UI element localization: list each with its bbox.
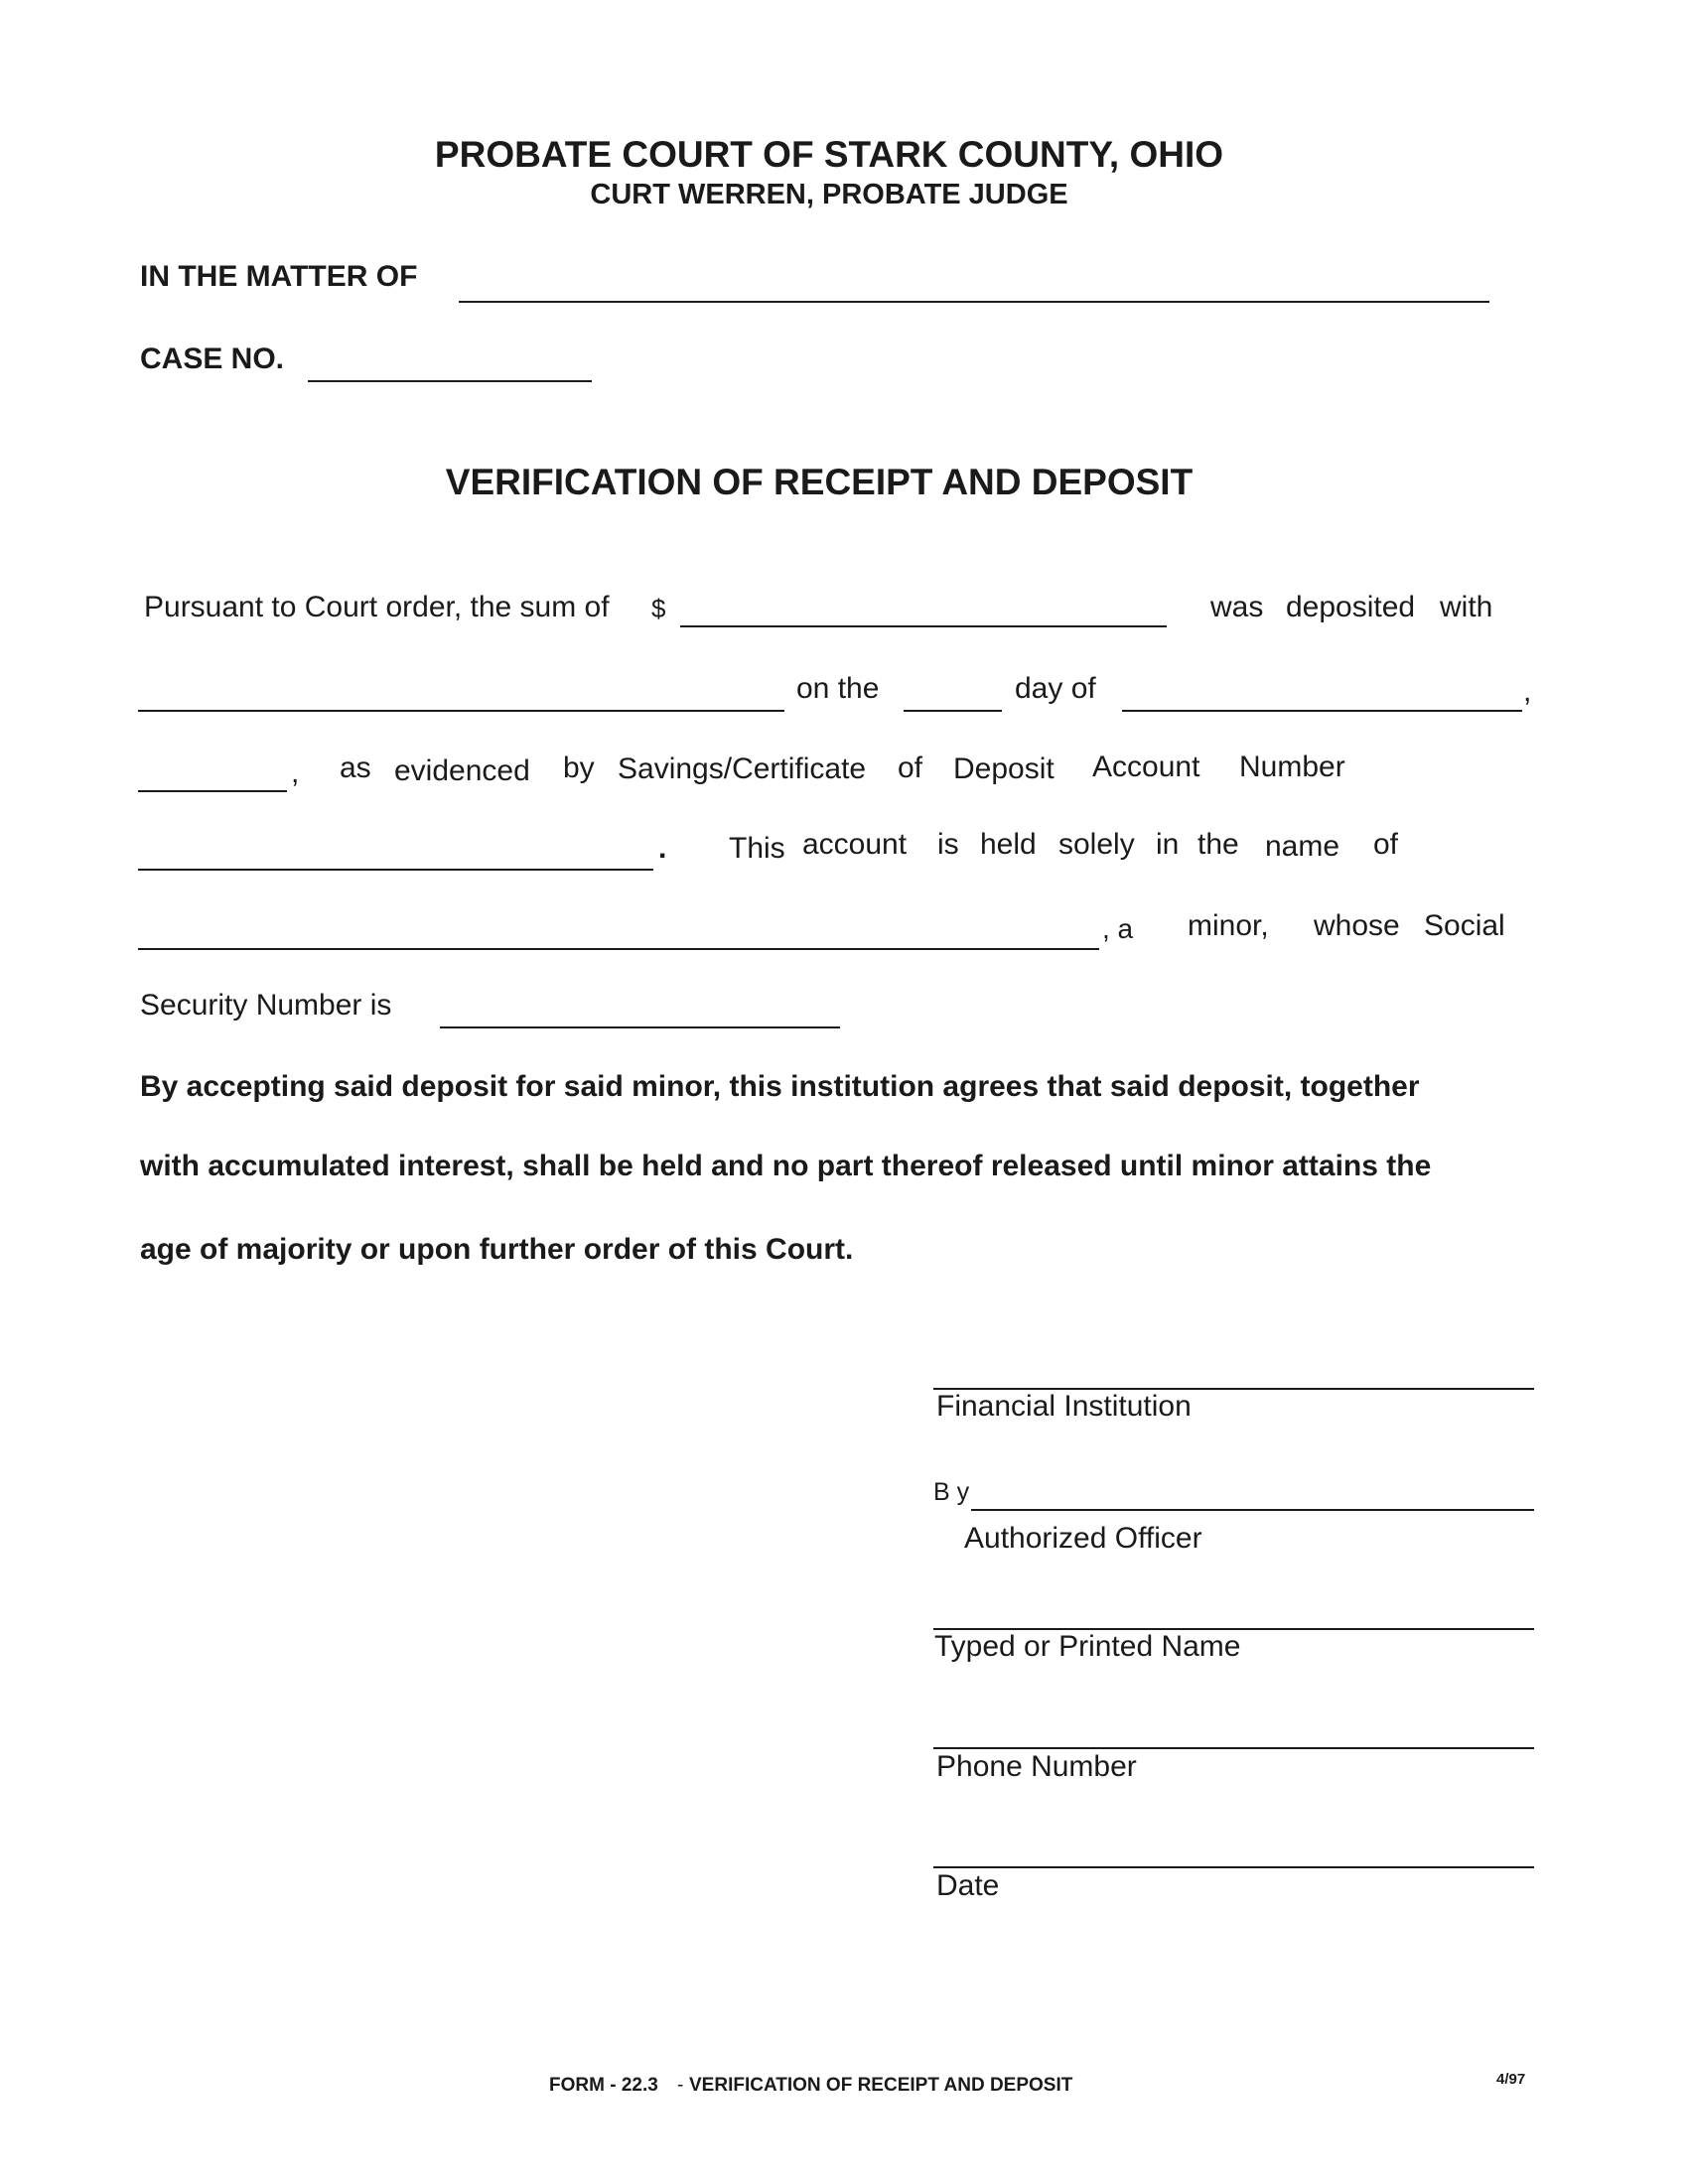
deposit-word: Deposit xyxy=(953,752,1055,785)
comma-1: , xyxy=(1523,675,1532,708)
on-the-text: on the xyxy=(796,672,880,705)
year-field[interactable] xyxy=(138,790,287,792)
date-line[interactable] xyxy=(933,1866,1534,1868)
agreement-line-3: age of majority or upon further order of this Court. xyxy=(140,1233,854,1266)
matter-field[interactable] xyxy=(459,301,1489,303)
month-field[interactable] xyxy=(1122,710,1522,712)
sum-field[interactable] xyxy=(680,625,1167,627)
evidenced-text: evidenced xyxy=(394,754,530,787)
was-text: was xyxy=(1210,591,1264,623)
case-number-field[interactable] xyxy=(308,380,592,382)
name-text: name xyxy=(1265,830,1340,863)
deposited-text: deposited xyxy=(1286,591,1416,623)
agreement-line-1: By accepting said deposit for said minor, this institution agrees that said deposit, together xyxy=(140,1070,1420,1103)
printed-name-label: Typed or Printed Name xyxy=(934,1630,1241,1663)
whose-text: whose xyxy=(1314,909,1400,942)
case-number-label: CASE NO. xyxy=(140,342,285,375)
the-text: the xyxy=(1197,828,1239,861)
as-text: as xyxy=(340,751,371,784)
date-label: Date xyxy=(936,1869,1000,1902)
comma-a-text: , a xyxy=(1102,913,1134,944)
number-text: Number xyxy=(1239,751,1345,783)
ssn-field[interactable] xyxy=(440,1026,840,1028)
day-field[interactable] xyxy=(904,710,1002,712)
account-number-field[interactable] xyxy=(138,869,653,871)
period: . xyxy=(658,832,667,865)
this-text: This xyxy=(729,832,785,865)
phone-label: Phone Number xyxy=(936,1750,1137,1783)
social-text: Social xyxy=(1424,909,1505,942)
footer-dash: - xyxy=(677,2075,684,2096)
ssn-label: Security Number is xyxy=(140,989,392,1022)
form-name: VERIFICATION OF RECEIPT AND DEPOSIT xyxy=(689,2075,1073,2096)
account-text: Account xyxy=(1092,751,1200,783)
comma-2: , xyxy=(291,756,300,789)
account2-text: account xyxy=(802,828,908,861)
pursuant-text: Pursuant to Court order, the sum of xyxy=(144,591,610,623)
court-name: PROBATE COURT OF STARK COUNTY, OHIO xyxy=(434,134,1224,175)
judge-name: CURT WERREN, PROBATE JUDGE xyxy=(590,179,1068,210)
dollar-sign: $ xyxy=(651,594,666,623)
day-of-text: day of xyxy=(1015,672,1096,705)
form-id: FORM - 22.3 xyxy=(549,2075,658,2096)
officer-label: Authorized Officer xyxy=(964,1522,1202,1555)
institution-label: Financial Institution xyxy=(936,1390,1192,1423)
form-title: VERIFICATION OF RECEIPT AND DEPOSIT xyxy=(445,462,1194,502)
is-text: is xyxy=(937,828,959,861)
revision-date: 4/97 xyxy=(1496,2071,1526,2088)
solely-text: solely xyxy=(1058,828,1135,861)
held-text: held xyxy=(980,828,1037,861)
of2-text: of xyxy=(1373,828,1399,861)
minor-text: minor, xyxy=(1188,909,1269,942)
institution-name-field[interactable] xyxy=(138,710,784,712)
phone-line[interactable] xyxy=(933,1747,1534,1749)
by-text: by xyxy=(563,751,595,784)
with-text: with xyxy=(1440,591,1493,623)
savings-text: Savings/Certificate xyxy=(618,752,867,785)
in-text: in xyxy=(1156,828,1180,861)
matter-label: IN THE MATTER OF xyxy=(140,260,418,293)
by-label: B y xyxy=(933,1478,970,1506)
agreement-line-2: with accumulated interest, shall be held and no part thereof released until minor attains the xyxy=(140,1150,1432,1182)
of-text: of xyxy=(898,751,923,784)
officer-signature-line[interactable] xyxy=(971,1509,1534,1511)
minor-name-field[interactable] xyxy=(138,948,1099,950)
